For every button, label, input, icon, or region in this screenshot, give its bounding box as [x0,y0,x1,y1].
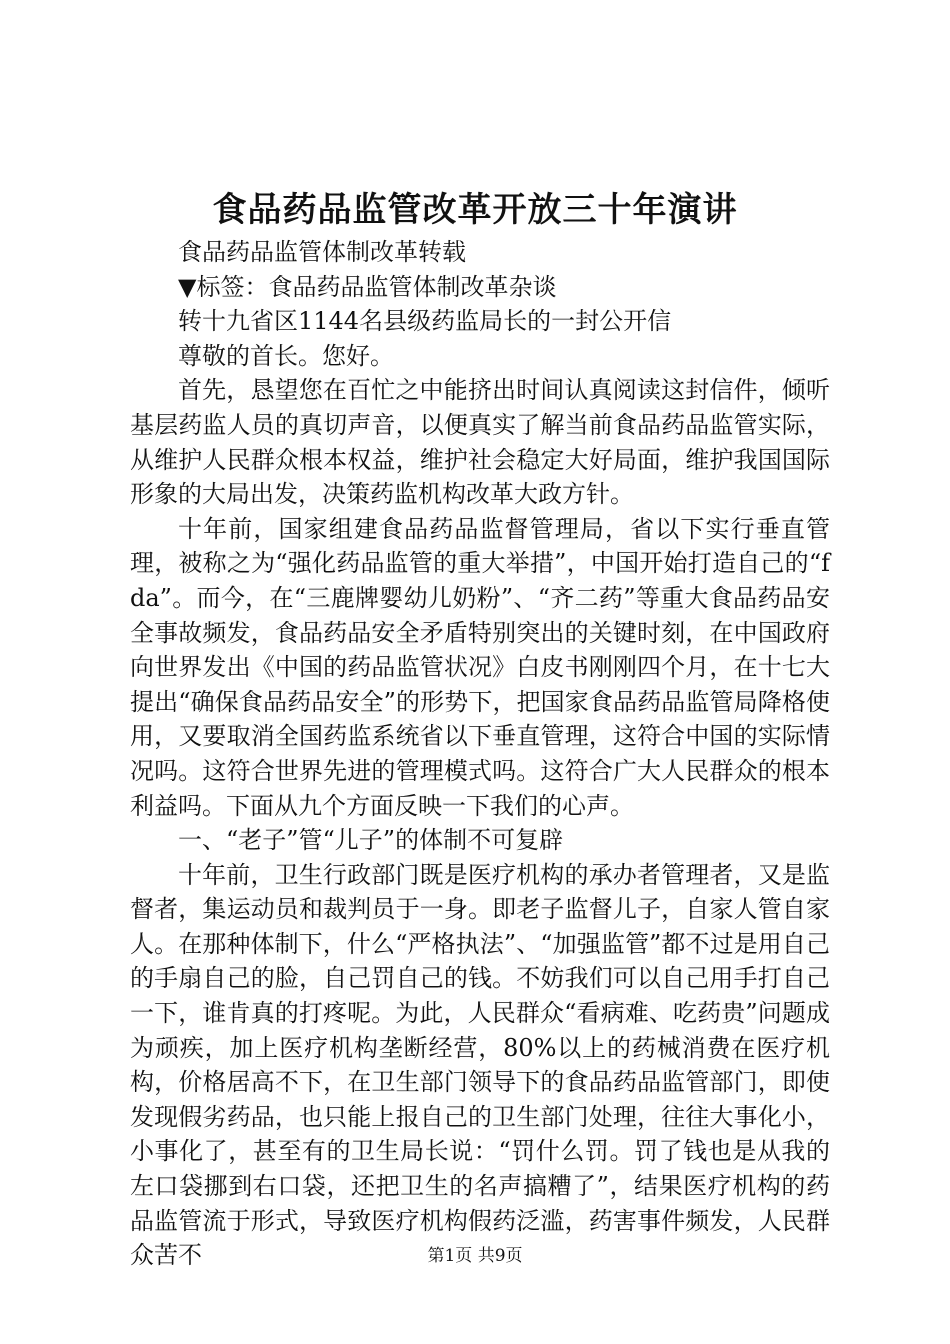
page-number-footer: 第1页 共9页 [427,1246,523,1266]
paragraph-salutation: 尊敬的首长。您好。 [178,341,394,370]
paragraph-body: 首先，恳望您在百忙之中能挤出时间认真阅读这封信件，倾听基层药监人员的真切声音，以便真实了解当前食品药品监管实际，从维护人民群众根本权益，维护社会稳定大好局面，维护我国国际形象的大局出发，决策药监机构改革大政方针。 [130,376,830,509]
paragraph-letter-title: 转十九省区1144名县级药监局长的一封公开信 [178,307,672,336]
paragraph-body: 十年前，卫生行政部门既是医疗机构的承办者管理者，又是监督者，集运动员和裁判员于一身。即老子监督儿子，自家人管自家人。在那种体制下，什么“严格执法”、“加强监管”都不过是用自己的手扇自己的脸，自己罚自己的钱。不妨我们可以自己用手打自己一下，谁肯真的打疼呢。为此，人民群众“看病难、吃药贵”问题成为顽疾，加上医疗机构垄断经营，80%以上的药械消费在医疗机构，价格居高不下，在卫生部门领导下的食品药品监管部门，即使发现假劣药品，也只能上报自己的卫生部门处理，往往大事化小，小事化了，甚至有的卫生局长说：“罚什么罚。罚了钱也是从我的左口袋挪到右口袋，还把卫生的名声搞糟了”，结果医疗机构的药品监管流于形式，导致医疗机构假药泛滥，药害事件频发，人民群众苦不 [130,860,830,1270]
paragraph-tags: ▼标签：食品药品监管体制改革杂谈 [178,272,557,301]
paragraph-body: 十年前，国家组建食品药品监督管理局，省以下实行垂直管理，被称之为“强化药品监管的重大举措”，中国开始打造自己的“fda”。而今，在“三鹿牌婴幼儿奶粉”、“齐二药”等重大食品药品安全事故频发，食品药品安全矛盾特别突出的关键时刻，在中国政府向世界发出《中国的药品监管状况》白皮书刚刚四个月，在十七大提出“确保食品药品安全”的形势下，把国家食品药品监管局降格使用，又要取消全国药监系统省以下垂直管理，这符合中国的实际情况吗。这符合世界先进的管理模式吗。这符合广大人民群众的根本利益吗。下面从九个方面反映一下我们的心声。 [130,514,830,820]
document-title: 食品药品监管改革开放三十年演讲 [212,190,738,230]
document-body [130,235,830,1273]
paragraph-repost-heading: 食品药品监管体制改革转载 [178,238,466,266]
section-heading: 一、“老子”管“儿子”的体制不可复辟 [178,826,564,855]
